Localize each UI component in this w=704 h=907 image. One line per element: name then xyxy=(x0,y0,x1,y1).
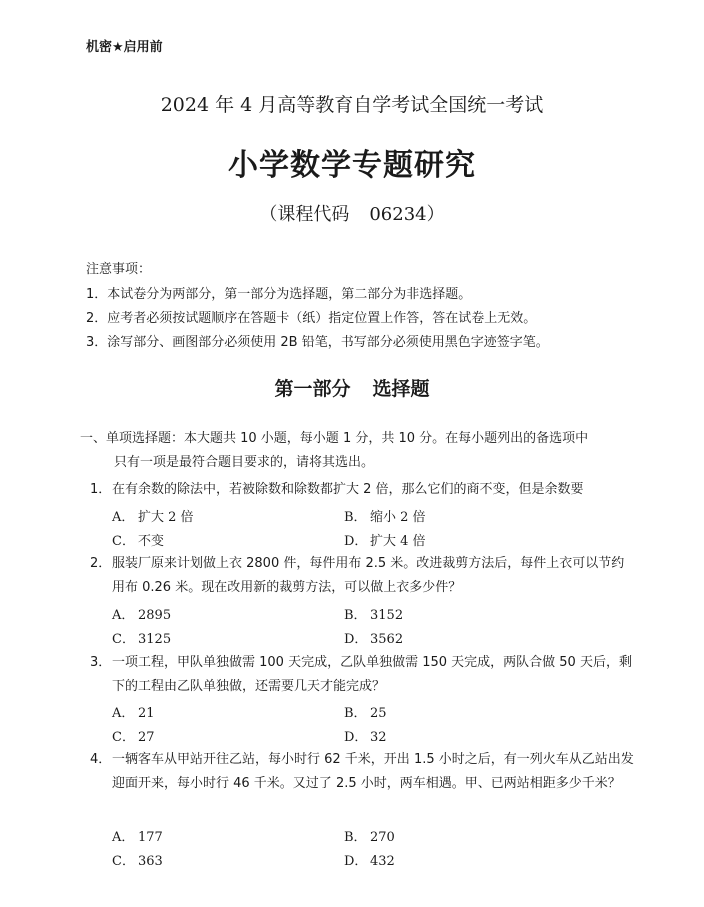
exam-title: 2024 年 4 月高等教育自学考试全国统一考试 xyxy=(160,94,544,116)
option-b: B． 270 xyxy=(344,830,395,845)
question-2 xyxy=(90,552,635,600)
part-one-type: 选择题 xyxy=(372,378,430,400)
option-d: D． 32 xyxy=(344,730,387,745)
option-d: D． 3562 xyxy=(344,632,404,647)
course-code-value: 06234） xyxy=(369,204,445,225)
question-4 xyxy=(90,748,635,796)
question-number: 2． xyxy=(90,556,112,571)
option-a: A． 扩大 2 倍 xyxy=(112,510,194,525)
option-b: B． 缩小 2 倍 xyxy=(344,510,426,525)
subject-title: 小学数学专题研究 xyxy=(228,148,476,183)
option-a: A． 177 xyxy=(112,830,163,845)
question-stem: 在有余数的除法中，若被除数和除数都扩大 2 倍，那么它们的商不变，但是余数要 xyxy=(112,482,584,497)
course-code-label: （课程代码 xyxy=(259,204,350,225)
confidential-label: 机密★启用前 xyxy=(86,40,163,55)
option-a: A． 2895 xyxy=(112,608,172,623)
question-stem: 一项工程，甲队单独做需 100 天完成，乙队单独做需 150 天完成，两队合做 50 天后，剩下的工程由乙队单独做，还需要几天才能完成？ xyxy=(112,655,632,694)
course-code xyxy=(0,200,704,226)
question-number: 3． xyxy=(90,655,112,670)
notes-title: 注意事项： xyxy=(86,262,152,277)
section-instructions-line: 一、单项选择题：本大题共 10 小题，每小题 1 分，共 10 分。在每小题列出的备选项中 xyxy=(80,431,589,446)
question-3 xyxy=(90,651,635,699)
question-number: 1． xyxy=(90,482,112,497)
note-item: 1．本试卷分为两部分，第一部分为选择题，第二部分为非选择题。 xyxy=(86,287,472,302)
option-a: A． 21 xyxy=(112,706,155,721)
option-b: B． 25 xyxy=(344,706,387,721)
option-c: C． 363 xyxy=(112,854,163,869)
part-one-heading xyxy=(0,374,704,401)
option-c: C． 3125 xyxy=(112,632,172,647)
question-stem: 一辆客车从甲站开往乙站，每小时行 62 千米，开出 1.5 小时之后，有一列火车从乙站出发迎面开来，每小时行 46 千米。又过了 2.5 小时，两车相遇。甲、已两站相距多少千米？ xyxy=(112,752,634,791)
note-item: 2．应考者必须按试题顺序在答题卡（纸）指定位置上作答，答在试卷上无效。 xyxy=(86,311,537,326)
option-d: D． 432 xyxy=(344,854,395,869)
option-c: C． 不变 xyxy=(112,534,165,549)
question-number: 4． xyxy=(90,752,112,767)
part-one-label: 第一部分 xyxy=(274,378,351,400)
question-stem: 服装厂原来计划做上衣 2800 件，每件用布 2.5 米。改进裁剪方法后，每件上衣可以节约用布 0.26 米。现在改用新的裁剪方法，可以做上衣多少件？ xyxy=(112,556,625,595)
question-1 xyxy=(90,478,635,502)
option-b: B． 3152 xyxy=(344,608,404,623)
option-d: D． 扩大 4 倍 xyxy=(344,534,426,549)
section-instructions xyxy=(80,427,640,475)
section-instructions-line: 只有一项是最符合题目要求的，请将其选出。 xyxy=(114,455,375,470)
note-item: 3．涂写部分、画图部分必须使用 2B 铅笔，书写部分必须使用黑色字迹签字笔。 xyxy=(86,335,549,350)
option-c: C． 27 xyxy=(112,730,155,745)
